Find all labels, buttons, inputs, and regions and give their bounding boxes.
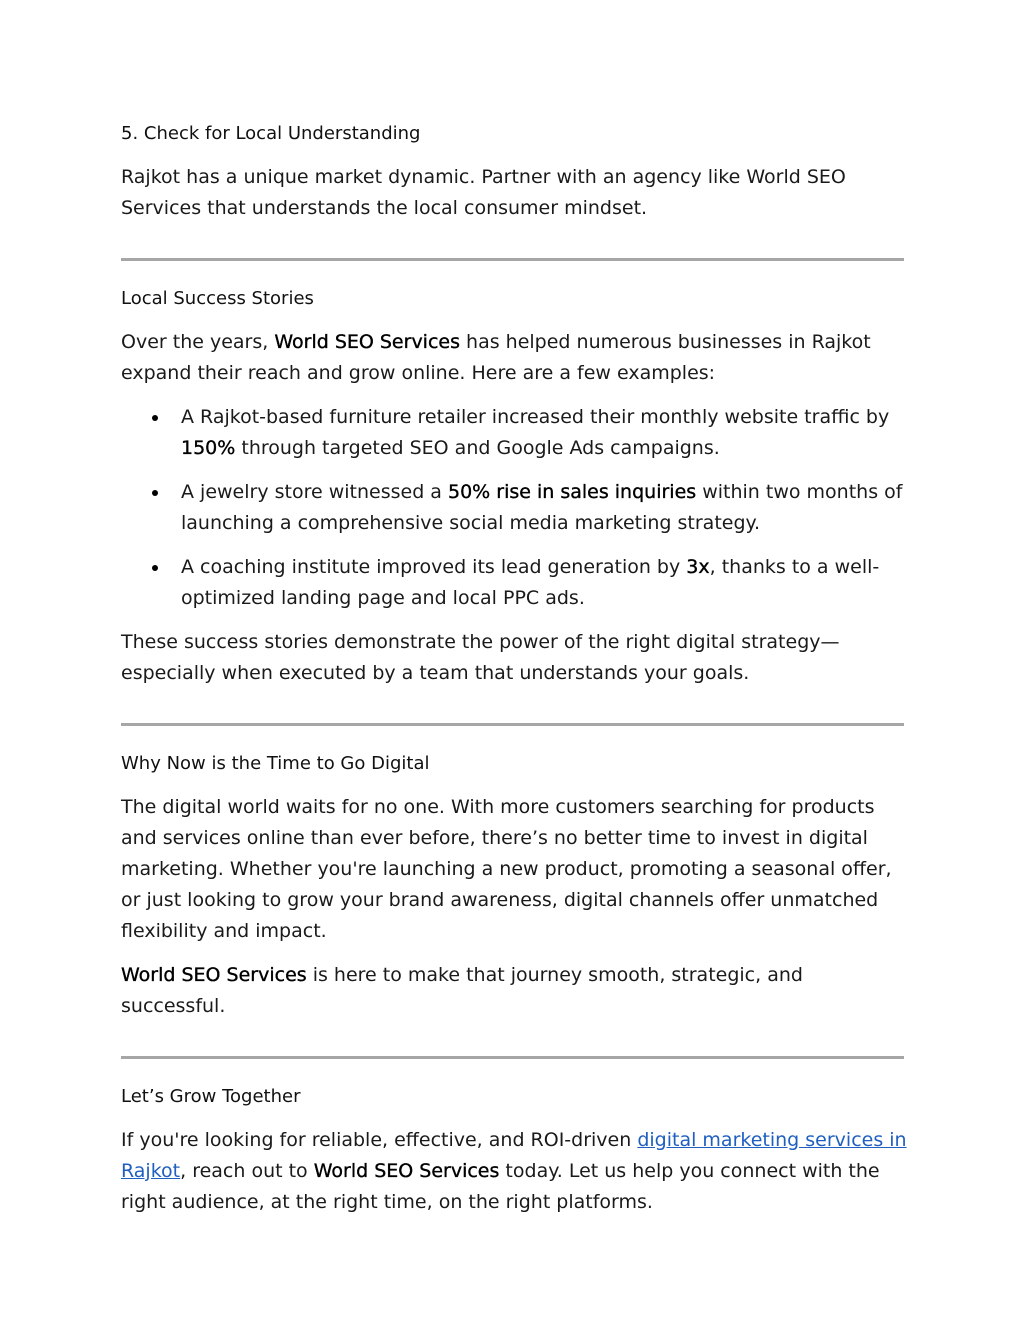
document-page bbox=[121, 118, 911, 1218]
brand-paragraph-text: is here to make that journey smooth, strategic, and successful. bbox=[121, 964, 803, 1017]
list-item-text-post: , thanks to a well-optimized landing page and local PPC ads. bbox=[181, 556, 880, 609]
list-item-text-pre: A Rajkot-based furniture retailer increased their monthly website traffic by bbox=[181, 406, 890, 428]
success-stories-list bbox=[121, 402, 911, 614]
list-item-highlight: 3x bbox=[686, 556, 710, 578]
success-stories-closing: These success stories demonstrate the power of the right digital strategy—especially when executed by a team that understands your goals. bbox=[121, 631, 840, 684]
local-understanding-paragraph: Rajkot has a unique market dynamic. Partner with an agency like World SEO Services that understands the local consumer mindset. bbox=[121, 166, 846, 219]
go-digital-paragraph: The digital world waits for no one. With more customers searching for products and services online than ever before, there’s no better time to invest in digital marketing. Whether you're launching a new product, promoting a seasonal offer, or just looking to grow your brand awareness, digital channels offer unmatched flexibility and impact. bbox=[121, 796, 892, 942]
go-digital-brand-paragraph bbox=[121, 960, 911, 1022]
intro-text-pre: Over the years, bbox=[121, 331, 275, 353]
list-item bbox=[121, 402, 911, 464]
intro-text-post: has helped numerous businesses in Rajkot expand their reach and grow online. Here are a few examples: bbox=[121, 331, 871, 384]
section-heading-local-understanding: 5. Check for Local Understanding bbox=[121, 123, 421, 144]
grow-text-mid: , reach out to bbox=[180, 1160, 314, 1182]
list-item bbox=[121, 477, 911, 539]
list-item-highlight: 50% rise in sales inquiries bbox=[447, 481, 697, 503]
brand-name: World SEO Services bbox=[121, 964, 307, 986]
list-item-text-post: within two months of launching a comprehensive social media marketing strategy. bbox=[181, 481, 903, 534]
bullet-icon bbox=[152, 490, 158, 496]
grow-text-pre: If you're looking for reliable, effective, and ROI-driven bbox=[121, 1129, 638, 1151]
bullet-icon bbox=[152, 565, 158, 571]
bullet-icon bbox=[152, 415, 158, 421]
list-item-text-pre: A jewelry store witnessed a bbox=[181, 481, 448, 503]
grow-text-post: today. Let us help you connect with the right audience, at the right time, on the right platforms. bbox=[121, 1160, 880, 1213]
list-item-text-post: through targeted SEO and Google Ads campaigns. bbox=[235, 437, 720, 459]
digital-marketing-services-link[interactable]: digital marketing services in Rajkot bbox=[121, 1129, 907, 1182]
list-item-highlight: 150% bbox=[181, 437, 236, 459]
section-heading-go-digital: Why Now is the Time to Go Digital bbox=[121, 753, 430, 774]
success-stories-intro bbox=[121, 327, 911, 389]
section-heading-success-stories: Local Success Stories bbox=[121, 288, 314, 309]
grow-together-paragraph bbox=[121, 1125, 911, 1218]
brand-name: World SEO Services bbox=[313, 1160, 500, 1182]
section-heading-grow-together: Let’s Grow Together bbox=[121, 1086, 301, 1107]
list-item-text-pre: A coaching institute improved its lead generation by bbox=[181, 556, 687, 578]
brand-name: World SEO Services bbox=[274, 331, 460, 353]
list-item bbox=[121, 552, 911, 614]
